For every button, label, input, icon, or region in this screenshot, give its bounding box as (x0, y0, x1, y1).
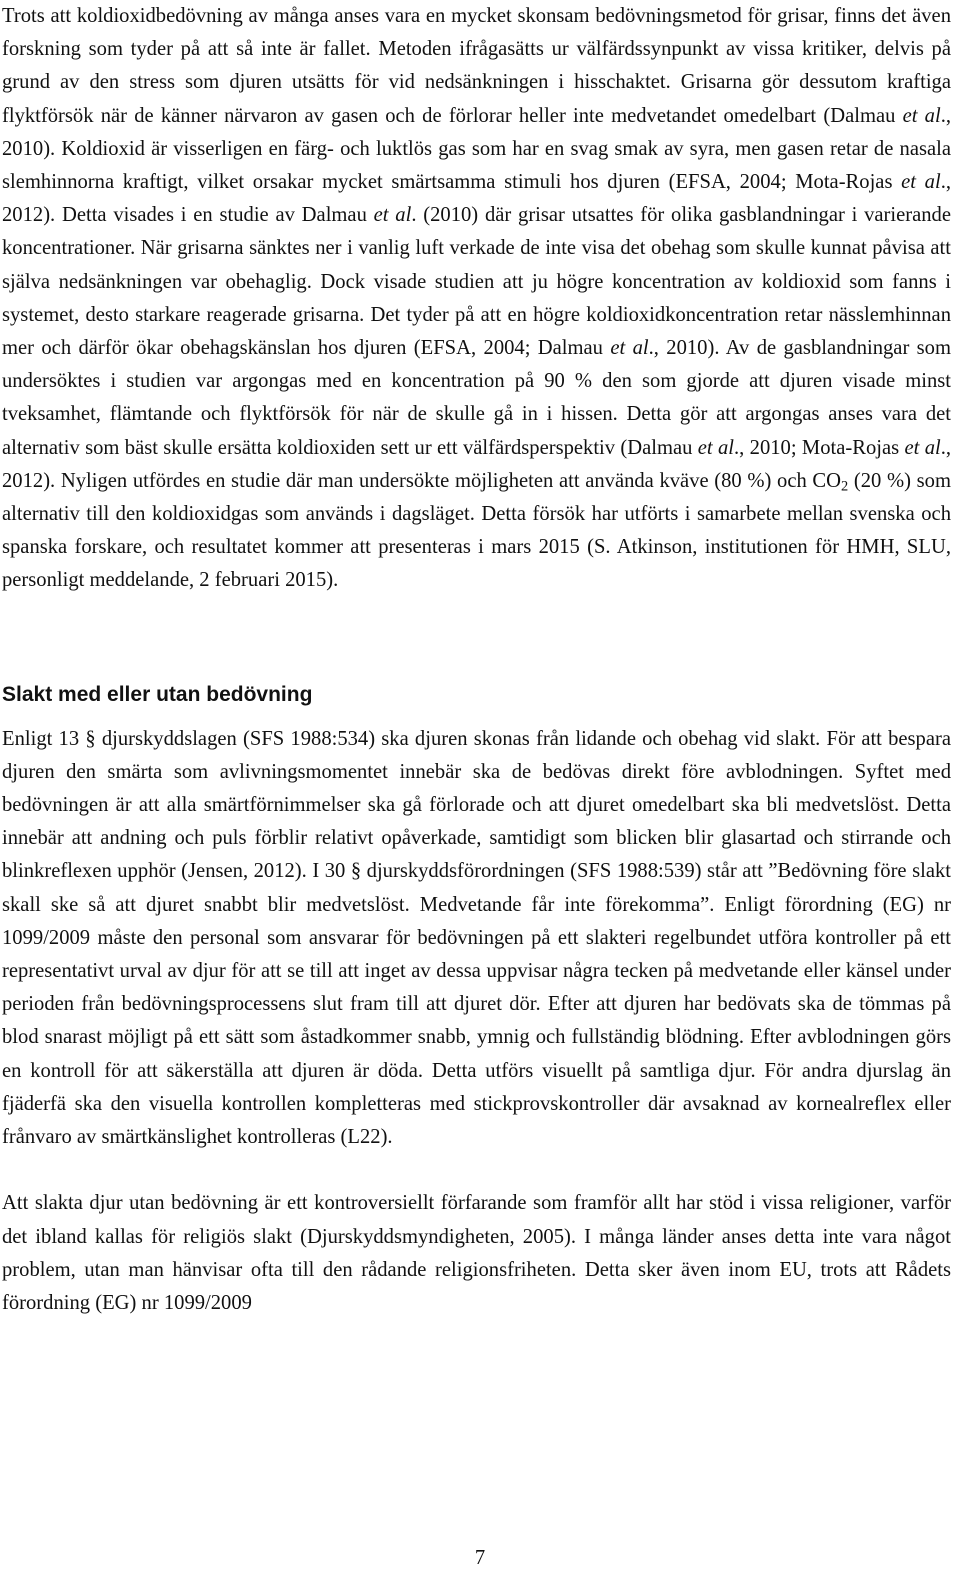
text-run: . (2010) där grisar utsattes för olika gasblandningar i varierande koncentrationer. När grisarna sänktes ner i vanlig luft verkade de inte visa det obehag som skulle kunnat påvisa att själva nedsänkningen var obehaglig. Dock visade studien att ju högre koncentration av koldioxid som fanns i systemet, desto starkare reagerade grisarna. Det tyder på att en högre koldioxidkoncentration retar nässlemhinnan mer och därför ökar obehagskänslan hos djuren (EFSA, 2004; Dalmau (2, 204, 951, 360)
text-run: ., 2010; Mota-Rojas (734, 436, 905, 459)
et-al: et al (610, 337, 649, 360)
paragraph-religious-slaughter: Att slakta djur utan bedövning är ett kontroversiellt förfarande som framför allt har stöd i vissa religioner, varför det ibland kallas för religiös slakt (Djurskyddsmyndigheten, 2005). I många länder anses detta inte vara något problem, utan man hänvisar ofta till den rådande religionsfriheten. Detta sker även inom EU, trots att Rådets förordning (EG) nr 1099/2009 (2, 1192, 951, 1314)
text-run: Trots att koldioxidbedövning av många anses vara en mycket skonsam bedövningsmetod för grisar, finns det även forskning som tyder på att så inte är fallet. Metoden ifrågasätts ur välfärdssynpunkt av vissa kritiker, delvis på grund av den stress som djuren utsätts för vid nedsänkningen i hisschaktet. Grisarna gör dessutom kraftiga flyktförsök när de känner närvaron av gasen och de förlorar heller inte medvetandet omedelbart (Dalmau (2, 5, 951, 127)
text-run: ., 2012). Detta visades i en studie av Dalmau (2, 171, 951, 227)
paragraph-co2-stunning (2, 0, 951, 598)
page-number: 7 (474, 1547, 486, 1569)
page-content (2, 0, 951, 1320)
text-run: ., 2010). Av de gasblandningar som undersöktes i studien var argongas med en koncentration på 90 % den som gjorde att djuren visade minst tveksamhet, flämtande och flyktförsök för när de skulle gå in i hissen. Detta gör att argongas anses vara det alternativ som bäst skulle ersätta koldioxiden sett ur ett välfärdsperspektiv (Dalmau (2, 337, 951, 459)
et-al: et al (697, 436, 735, 459)
section-heading: Slakt med eller utan bedövning (2, 682, 313, 706)
text-run: ., 2012). Nyligen utfördes en studie där man undersökte möjligheten att använda kväve (80 %) och CO (2, 436, 952, 492)
subscript: 2 (841, 478, 849, 495)
text-run: (20 %) som alternativ till den koldioxidgas som används i dagsläget. Detta försök har utförts i samarbete mellan svenska och spanska forskare, och resultatet kommer att presenteras i mars 2015 (S. Atkinson, institutionen för HMH, SLU, personligt meddelande, 2 februari 2015). (2, 469, 951, 592)
et-al: et al (904, 436, 941, 459)
et-al: et al (373, 204, 412, 227)
et-al: et al (902, 104, 941, 127)
paragraph-stunning-law: Enligt 13 § djurskyddslagen (SFS 1988:534) ska djuren skonas från lidande och obehag vid slakt. För att bespara djuren den smärta som avlivningsmomentet innebär ska de bedövas direkt före avblodningen. Syftet med bedövningen är att alla smärtförnimmelser ska gå förlorade och att djuret omedelbart ska bli medvetslöst. Detta innebär att andning och puls förblir relativt opåverkade, samtidigt som blicken blir glasartad och stirrande och blinkreflexen upphör (Jensen, 2012). I 30 § djurskyddsförordningen (SFS 1988:539) står att ”Bedövning före slakt skall ske så att djuret snabbt blir medvetslöst. Medvetande får inte förekomma”. Enligt förordning (EG) nr 1099/2009 måste den personal som ansvarar för bedövningen på ett slakteri regelbundet utföra kontroller på ett representativt urval av djur för att se till att inget av dessa uppvisar några tecken på medvetande eller känsel under perioden från bedövningsprocessens slut fram till att djuret dör. Efter att djuren har bedövats ska de tömmas på blod snarast möjligt på ett sätt som åstadkommer snabb, ymnig och fullständig blödning. Efter avblodningen görs en kontroll för att säkerställa att djuren är döda. Detta utförs visuellt på samtliga djur. För andra djurslag än fjäderfä ska den visuella kontrollen kompletteras med stickprovskontroller där avsaknad av kornealreflex eller frånvaro av smärtkänslighet kontrolleras (L22). (2, 727, 951, 1149)
et-al: et al (901, 171, 941, 194)
text-run: ., 2010). Koldioxid är visserligen en färg- och luktlös gas som har en svag smak av syra, men gasen retar de nasala slemhinnorna kraftigt, vilket orsakar mycket smärtsamma stimuli hos djuren (EFSA, 2004; Mota-Rojas (2, 104, 951, 194)
